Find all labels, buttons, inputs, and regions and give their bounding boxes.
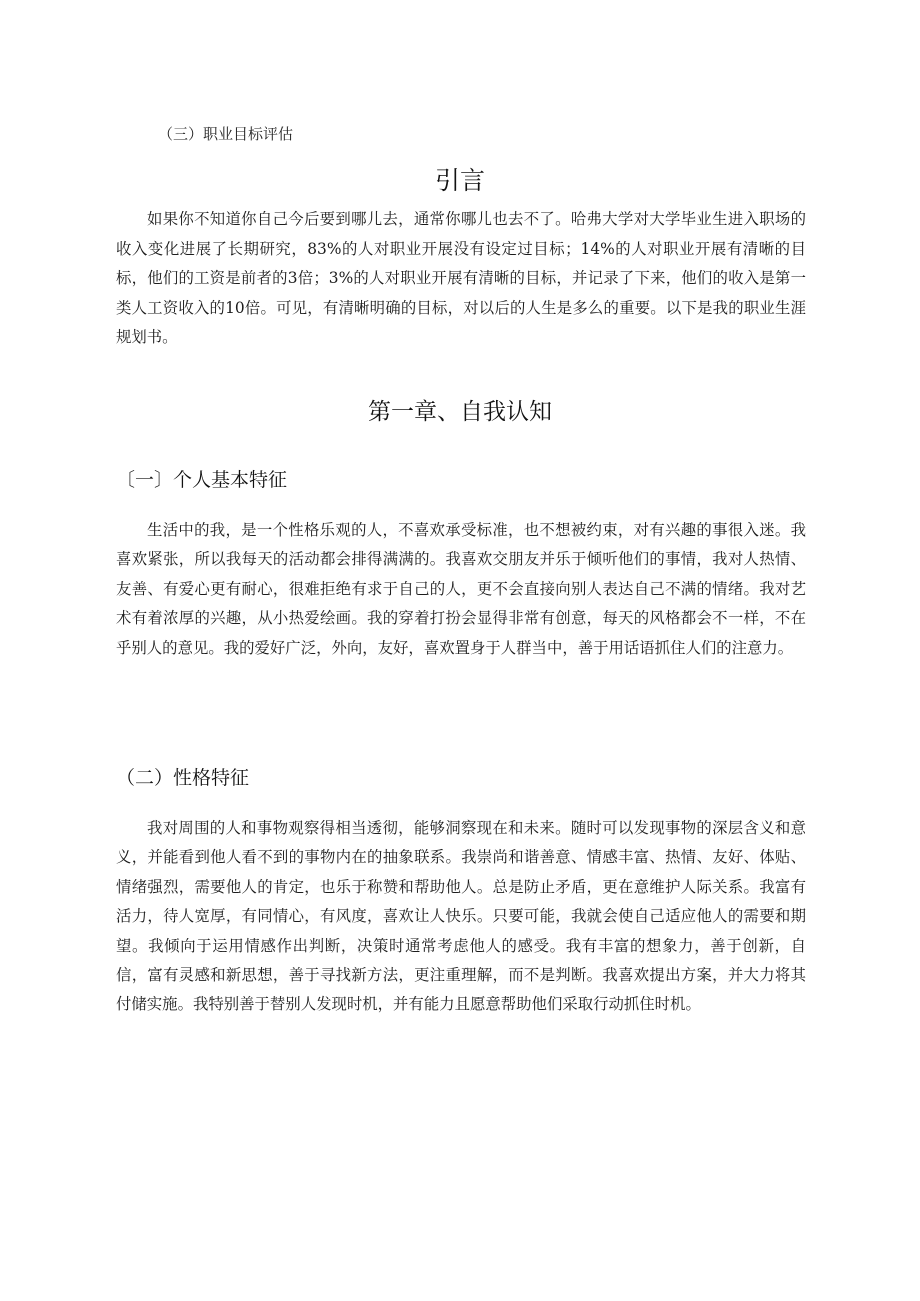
- intro-title: 引言: [434, 166, 485, 195]
- section-heading-personality: （二）性格特征: [116, 767, 250, 789]
- section-paragraph-basic-traits: 生活中的我，是一个性格乐观的人，不喜欢承受标准，也不想被约束，对有兴趣的事很入迷。我喜欢紧张，所以我每天的活动都会排得满满的。我喜欢交朋友并乐于倾听他们的事情，我对人热情、友善、有爱心更有耐心，很难拒绝有求于自己的人，更不会直接向别人表达自己不满的情绪。我对艺术有着浓厚的兴趣，从小热爱绘画。我的穿着打扮会显得非常有创意，每天的风格都会不一样，不在乎别人的意见。我的爱好广泛，外向，友好，喜欢置身于人群当中，善于用话语抓住人们的注意力。: [116, 521, 806, 657]
- section-heading-basic-traits: 〔一〕个人基本特征: [116, 469, 288, 491]
- chapter-title: 第一章、自我认知: [368, 399, 552, 425]
- toc-item: （三）职业目标评估: [158, 125, 294, 143]
- intro-paragraph: 如果你不知道你自己今后要到哪儿去，通常你哪儿也去不了。哈弗大学对大学毕业生进入职场的收入变化进展了长期研究，83%的人对职业开展没有设定过目标；14%的人对职业开展有清晰的目标，他们的工资是前者的3倍；3%的人对职业开展有清晰的目标，并记录了下来，他们的收入是第一类人工资收入的10倍。可见，有清晰明确的目标，对以后的人生是多么的重要。以下是我的职业生涯规划书。: [116, 210, 806, 347]
- section-paragraph-personality: 我对周围的人和事物观察得相当透彻，能够洞察现在和未来。随时可以发现事物的深层含义和意义，并能看到他人看不到的事物内在的抽象联系。我崇尚和谐善意、情感丰富、热情、友好、体贴、情绪强烈，需要他人的肯定，也乐于称赞和帮助他人。总是防止矛盾，更在意维护人际关系。我富有活力，待人宽厚，有同情心，有风度，喜欢让人快乐。只要可能，我就会使自己适应他人的需要和期望。我倾向于运用情感作出判断，决策时通常考虑他人的感受。我有丰富的想象力，善于创新，自信，富有灵感和新思想，善于寻找新方法，更注重理解，而不是判断。我喜欢提出方案，并大力将其付储实施。我特别善于替别人发现时机，并有能力且愿意帮助他们采取行动抓住时机。: [116, 819, 806, 1014]
